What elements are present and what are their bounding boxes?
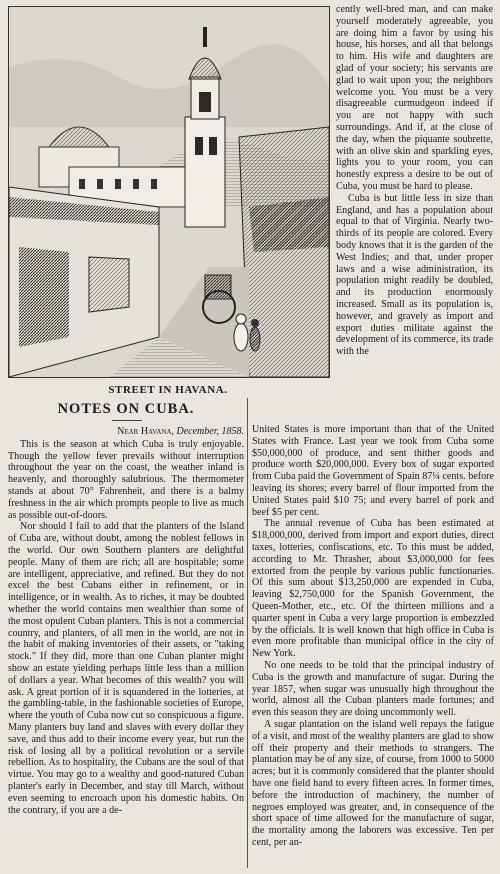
paragraph: United States is more important than that of the United States with France. Last year we took from Cuba some $50,000,000 of produce, and sent thither goods and produce worth $20,000,000. Every box of sugar exported from Cuba paid the Government of Spain 87¼ cents. before leaving its shores; every barrel of flour imported from the United States paid $10 75; and every barrel of pork and beef $5 per cent. <box>252 424 494 518</box>
paragraph: A sugar plantation on the island well repays the fatigue of a visit, and most of the wealthy planters are glad to show off their property and their methods to strangers. The plantation may be of any size, of course, from 1000 to 5000 acres; but it is commonly considered that the planter should have one field hand to every fifteen acres. In former times, before the introduction of machinery, the number of negroes employed was greater, and, in consequence of the short space of time allowed for the manufacture of sugar, the mortality among the laborers was excessive. Ten per cent, per an- <box>252 718 494 848</box>
dateline <box>8 426 244 438</box>
left-column <box>8 426 244 816</box>
top-right-column <box>336 4 493 358</box>
dateline-place: Near Havana, <box>117 426 175 437</box>
article-title: NOTES ON CUBA. <box>57 401 195 417</box>
street-in-havana-engraving <box>8 6 330 378</box>
paragraph: Nor should I fail to add that the planters of the Island of Cuba are, without doubt, among the noblest fellows in the world. Our own Southern planters are delightful people. Many of them are rich; all are hospitable; some are intelligent, appreciative, and refined. But they do not excel the best Cubans either in refinement, or in intelligence, or in wealth. As to riches, it may be doubted whether the world contains men wealthier than some of the most opulent Cuban planters. This is not a commercial country, and planters, of all men in the world, are not in the habit of making inventories of their assets, or "taking stock." If they did, more than one Cuban planter might show an estate yielding perhaps little less than a million of dollars a year. What becomes of this wealth? you will ask. A great portion of it is squandered in the lotteries, at the gambling-table, in the fashionable societies of Europe, where the youth of Cuba now cut so conspicuous a figure. Many planters buy land and slaves with every dollar they save, and thus add to their income every year, but run the risk of losing all by a political revolution or a servile rebellion. As to hospitality, the Cubans are the soul of that virtue. You may go to a wealthy and good-natured Cuban planter's early in December, and stay till March, without even seeming to encroach upon his domestic habits. On the contrary, if you are a de- <box>8 521 244 816</box>
engraving-caption: STREET IN HAVANA. <box>108 384 228 396</box>
engraving-artwork <box>9 7 329 377</box>
paragraph: This is the season at which Cuba is truly enjoyable. Though the yellow fever prevails without interruption throughout the year on the coast, the weather inland is heavenly, and thoroughly salubrious. The thermometer stands at about 70° Fahrenheit, and there is a balmy freshness in the air which prompts people to live as much as possible out-of-doors. <box>8 438 244 521</box>
bottom-right-column <box>252 424 494 849</box>
paragraph: Cuba is but little less in size than England, and has a population about equal to that of Virginia. Nearly two-thirds of its people are colored. Every body knows that it is the garden of the West Indies; and that, under proper laws and a wise administration, its population might readily be doubled, and its production enormously increased. Small as its population is, however, and gravely as import and export duties militate against the development of its commerce, its trade with the <box>336 192 493 358</box>
paragraph: No one needs to be told that the principal industry of Cuba is the growth and manufacture of sugar. During the year 1857, when sugar was unusually high throughout the world, almost all the Cuban planters made fortunes; and even this season they are doing uncommonly well. <box>252 659 494 719</box>
paragraph: The annual revenue of Cuba has been estimated at $18,000,000, derived from import and export duties, direct taxes, lotteries, confiscations, etc. To this must be added, according to Mr. Thrasher, about $3,000,000 for fees extorted from the people by various public functionaries. Of this sum about $13,250,000 are expended in Cuba, leaving $2,750,000 for the Spanish Government, the Queen-Mother, etc., etc. Of the thirteen millions and a quarter spent in Cuba a very large proportion is embezzled by the officials. It is well known that high office in Cuba is even more profitable than municipal office in the city of New York. <box>252 518 494 660</box>
paragraph: cently well-bred man, and can make yourself moderately agreeable, you are doing him a favor by using his house, his horses, and all that belongs to him. His wife and daughters are glad of your society; his servants are glad to wait upon you; the neighbors welcome you. You must be a very disagreeable curmudgeon indeed if you are not happy with such surroundings. And if, at the close of the day, when the piquante soubrette, with an olive skin and sparkling eyes, lights you to your room, you can honestly express a desire to be out of Cuba, you must be hard to please. <box>336 4 493 192</box>
dateline-date: December, 1858. <box>176 426 244 437</box>
title-rule <box>112 420 142 421</box>
column-rule <box>247 398 248 868</box>
